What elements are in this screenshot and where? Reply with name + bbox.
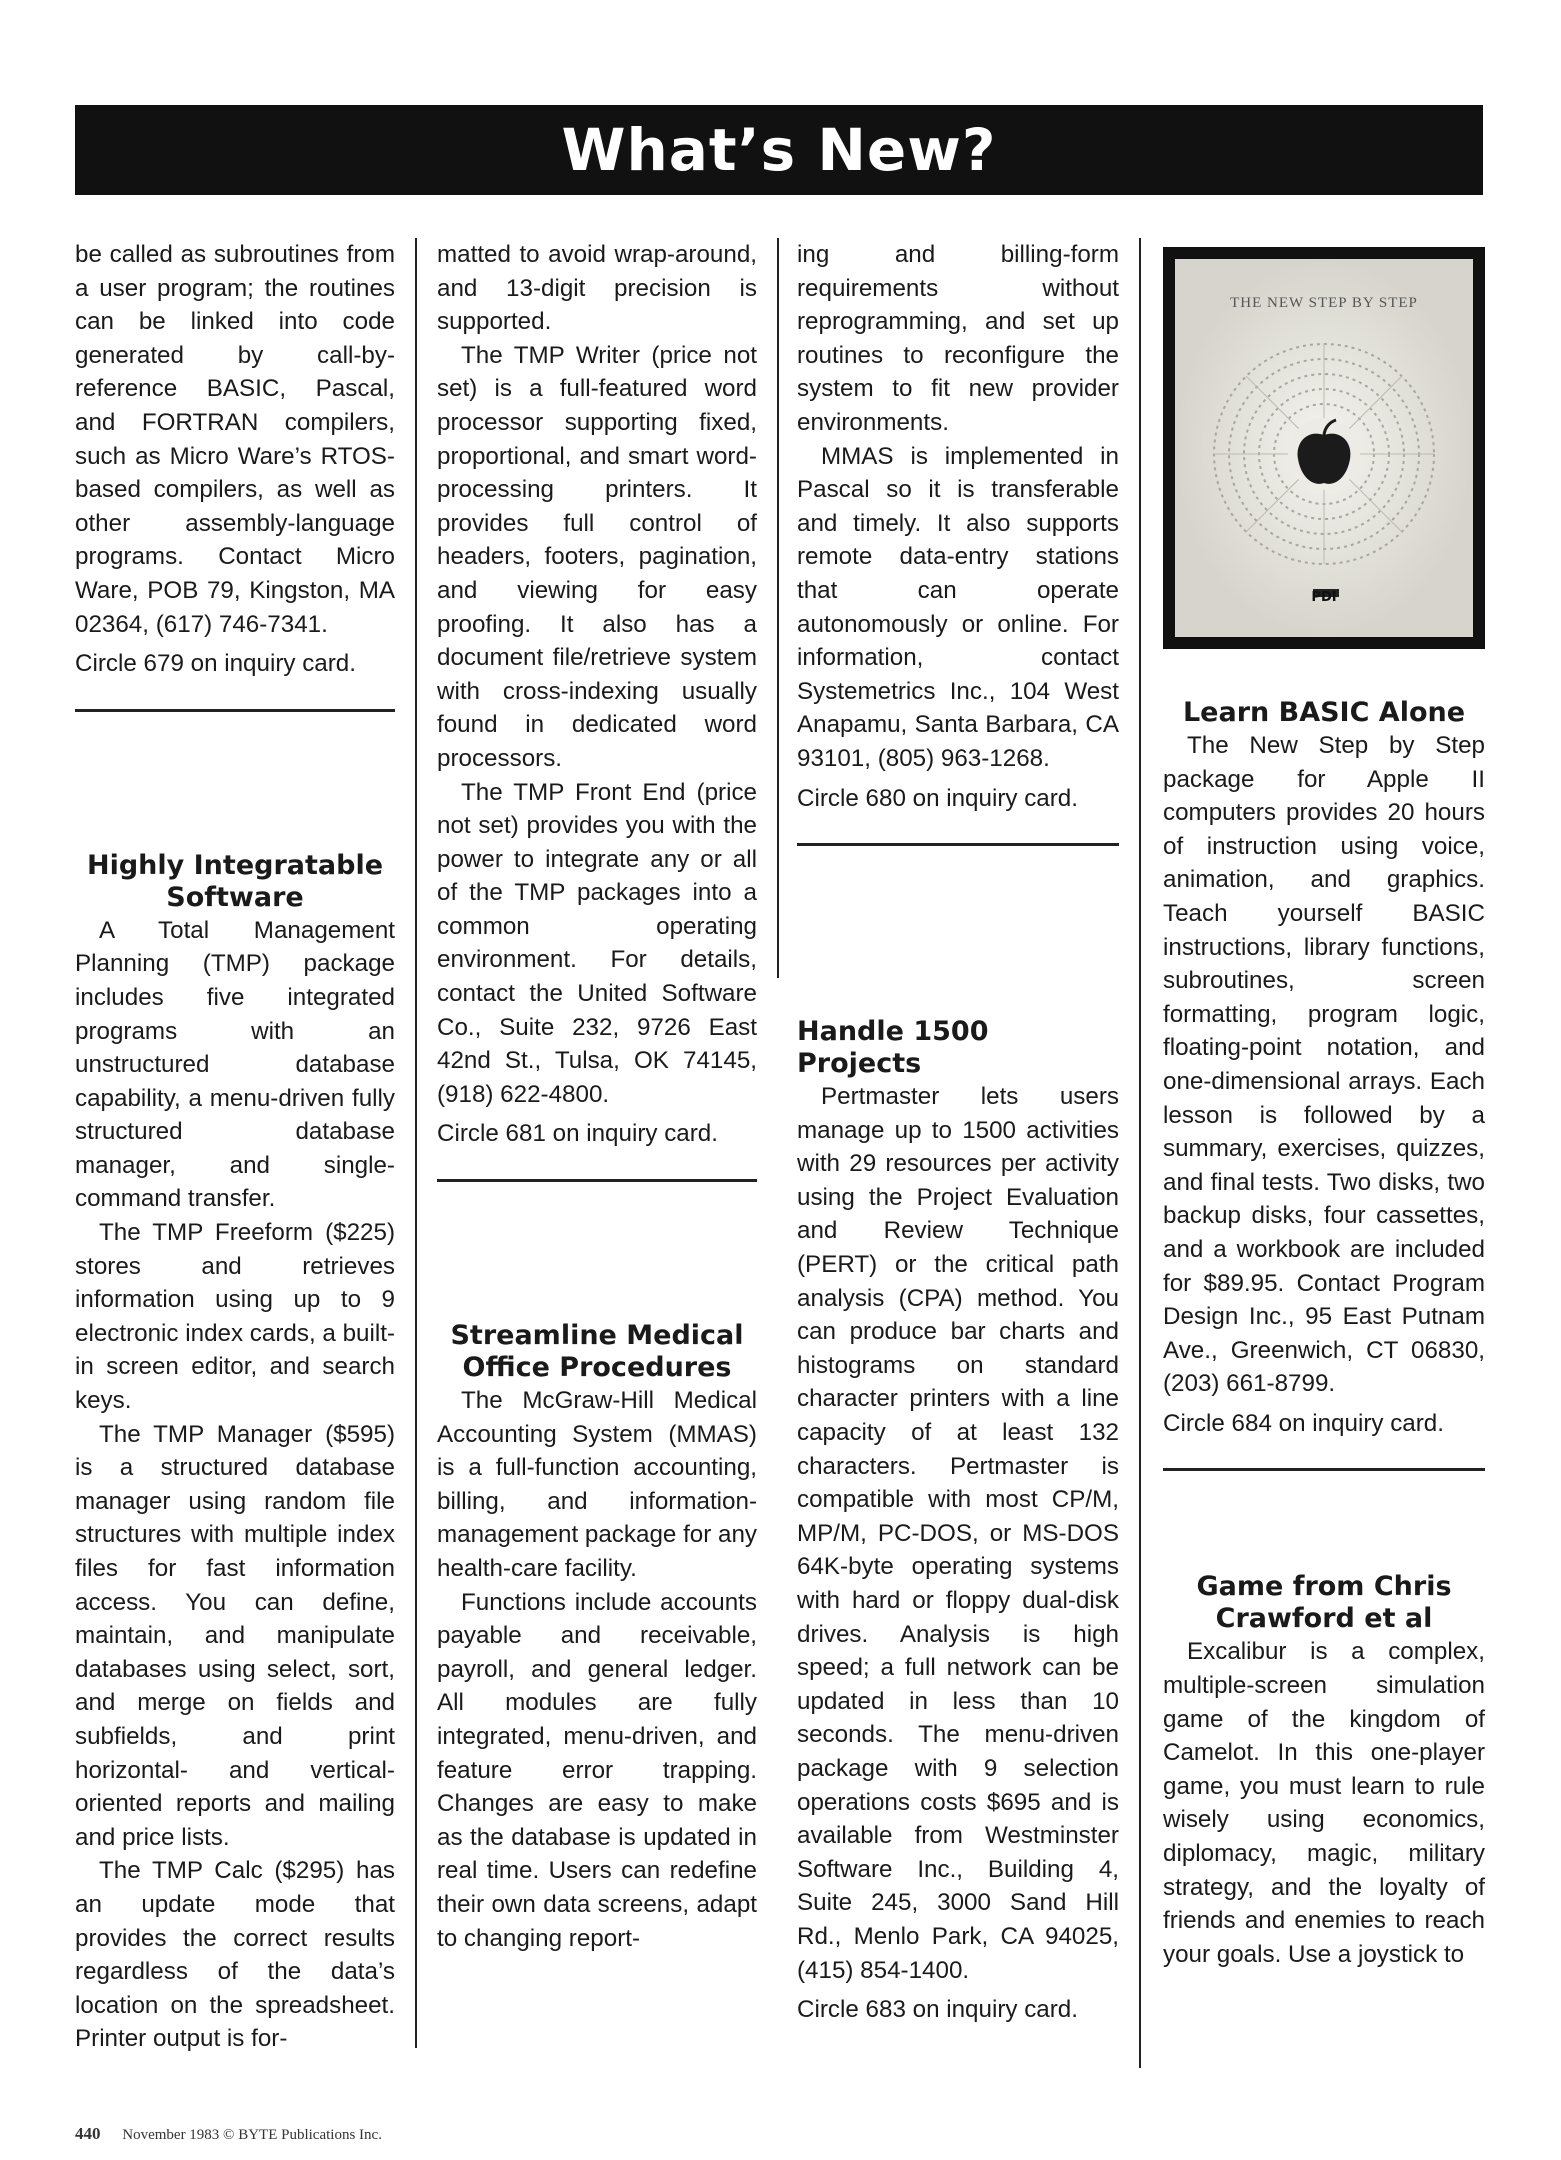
paragraph: matted to avoid wrap-around, and 13-digit precision is supported. (437, 241, 757, 336)
column-divider (1139, 238, 1141, 2068)
article-column-2 (437, 238, 757, 2070)
page-banner-title: What’s New? (75, 105, 1483, 195)
inquiry-card-note: Circle 679 on inquiry card. (75, 650, 356, 678)
page-footer (75, 2124, 382, 2144)
inquiry-card-note: Circle 680 on inquiry card. (797, 784, 1078, 812)
article-heading: Handle 1500 Projects (797, 1016, 989, 1080)
inquiry-card-note: Circle 681 on inquiry card. (437, 1120, 718, 1148)
article-heading: Game from Chris Crawford et al (1196, 1571, 1452, 1635)
article-heading: Highly Integratable Software (86, 849, 384, 913)
article-heading: Streamline Medical Office Procedures (450, 1320, 744, 1384)
footer-credit: November 1983 © BYTE Publications Inc. (122, 2127, 382, 2143)
article-column-4 (1163, 247, 1485, 2079)
paragraph: The TMP Writer (price not set) is a full-featured word processor supporting fixed, proportional, and smart word-processing printers. It provides full control of headers, footers, pagination, and viewing for easy proofing. It also has a document file/retrieve system with cross-indexing usually found in dedicated word processors. (437, 341, 757, 772)
inquiry-card-note: Circle 684 on inquiry card. (1163, 1409, 1444, 1437)
photo-logo-text: PDI (1311, 590, 1337, 605)
paragraph: The TMP Calc ($295) has an update mode that provides the correct results regardless of the data’s location on the spreadsheet. Printer output is for- (75, 1857, 395, 2053)
photo-caption-text: THE NEW STEP BY STEP (1230, 295, 1418, 311)
paragraph: The TMP Front End (price not set) provides you with the power to integrate any or all of the TMP packages into a common operating environment. For details, contact the United Software Co., Suite 232, 9726 East 42nd St., Tulsa, OK 74145, (918) 622-4800. (437, 778, 757, 1108)
paragraph: The McGraw-Hill Medical Accounting System (MMAS) is a full-function accounting, billing, and information-management package for any health-care facility. (437, 1387, 757, 1582)
inquiry-card-note: Circle 683 on inquiry card. (797, 1996, 1078, 2024)
paragraph: be called as subroutines from a user program; the routines can be linked into code generated by call-by-reference BASIC, Pascal, and FORTRAN compilers, such as Micro Ware’s RTOS-based compilers, as well as other assembly-language programs. Contact Micro Ware, POB 79, Kingston, MA 02364, (617) 746-7341. (75, 241, 395, 638)
product-box-image (1175, 259, 1473, 637)
paragraph: Excalibur is a complex, multiple-screen simulation game of the kingdom of Camelot. In this one-player game, you must learn to rule wisely using economics, diplomacy, magic, military strategy, and the loyalty of friends and enemies to reach your goals. Use a joystick to (1163, 1638, 1485, 1968)
paragraph: Functions include accounts payable and receivable, payroll, and general ledger. All modules are fully integrated, menu-driven, and feature error trapping. Changes are easy to make as the database is updated in real time. Users can redefine their own data screens, adapt to changing report- (437, 1588, 757, 1952)
article-column-1 (75, 238, 395, 2070)
paragraph: The TMP Manager ($595) is a structured database manager using random file structures with multiple index files for fast information access. You can define, maintain, and manipulate databases using select, sort, and merge on fields and subfields, and print horizontal- and vertical-oriented reports and mailing and price lists. (75, 1420, 395, 1851)
article-column-3 (797, 238, 1119, 2070)
page-number: 440 (75, 2124, 101, 2143)
paragraph: MMAS is implemented in Pascal so it is transferable and timely. It also supports remote data-entry stations that can operate autonomously or online. For information, contact Systemetrics Inc., 104 West Anapamu, Santa Barbara, CA 93101, (805) 963-1268. (797, 442, 1119, 772)
product-photo (1163, 247, 1485, 649)
paragraph: The New Step by Step package for Apple II computers provides 20 hours of instruction using voice, animation, and graphics. Teach yourself BASIC instructions, library functions, subroutines, screen formatting, program logic, floating-point notation, and one-dimensional arrays. Each lesson is followed by a summary, exercises, quizzes, and final tests. Two disks, two backup disks, four cassettes, and a workbook are included for $89.95. Contact Program Design Inc., 95 East Putnam Ave., Greenwich, CT 06830, (203) 661-8799. (1163, 732, 1485, 1398)
column-divider (777, 238, 779, 978)
paragraph: The TMP Freeform ($225) stores and retrieves information using up to 9 electronic index cards, a built-in screen editor, and search keys. (75, 1219, 395, 1415)
column-divider (415, 238, 417, 2048)
paragraph: A Total Management Planning (TMP) package includes five integrated programs with an unstructured database capability, a menu-driven fully structured database manager, and single-command transfer. (75, 916, 395, 1213)
paragraph: Pertmaster lets users manage up to 1500 activities with 29 resources per activity using the Project Evaluation and Review Technique (PERT) or the critical path analysis (CPA) method. You can produce bar charts and histograms on standard character printers with a line capacity of at least 132 characters. Pertmaster is compatible with most CP/M, MP/M, PC-DOS, or MS-DOS 64K-byte operating systems with hard or floppy dual-disk drives. Analysis is high speed; a full network can be updated in less than 10 seconds. The menu-driven package with 9 selection operations costs $695 and is available from Westminster Software Inc., Building 4, Suite 245, 3000 Sand Hill Rd., Menlo Park, CA 94025, (415) 854-1400. (797, 1083, 1119, 1984)
article-heading: Learn BASIC Alone (1182, 697, 1466, 728)
paragraph: ing and billing-form requirements without reprogramming, and set up routines to reconfigure the system to fit new provider environments. (797, 241, 1119, 436)
